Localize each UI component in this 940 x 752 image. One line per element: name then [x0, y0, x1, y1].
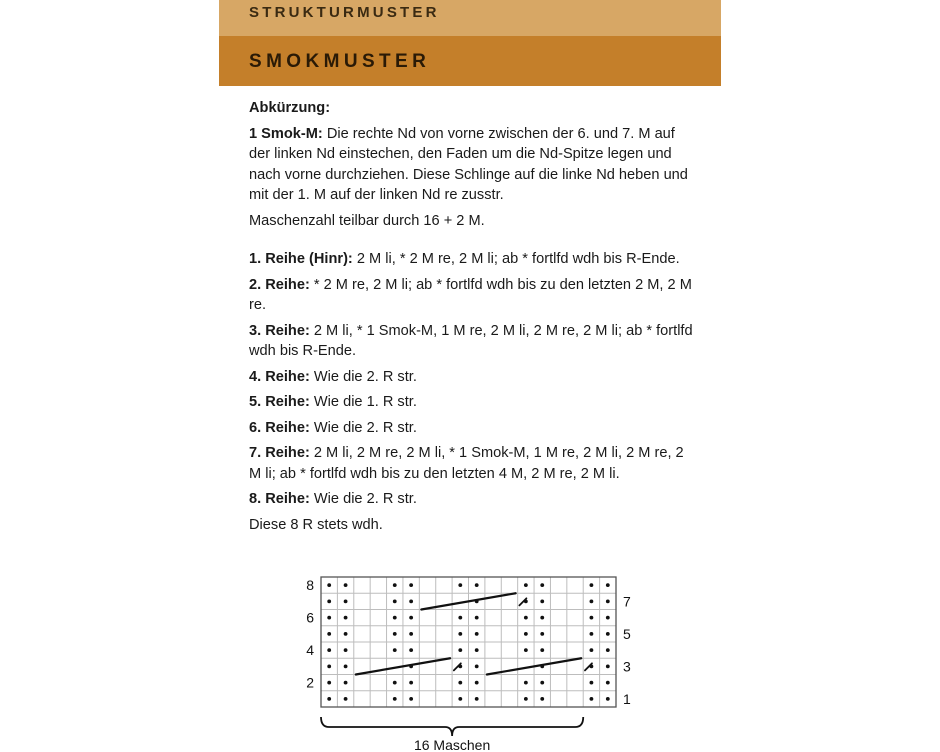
- row-text: Wie die 2. R str.: [313, 368, 417, 385]
- row-text: 2 M li, 2 M re, 2 M li, * 1 Smok-M, 1 M re, 2 M li, 2 M re, 2 M li; ab * fortlfd wdh bis zu den letzten 4 M, 2 M re, 2 M li.: [249, 445, 684, 482]
- purl-dot: [540, 648, 544, 652]
- purl-dot: [344, 616, 348, 620]
- purl-dot: [540, 583, 544, 587]
- purl-dot: [590, 648, 594, 652]
- repeat-label: 16 Maschen: [413, 737, 491, 752]
- purl-dot: [475, 632, 479, 636]
- chart-grid: [321, 577, 616, 707]
- purl-dot: [524, 681, 528, 685]
- row-label: 2. Reihe:: [249, 276, 310, 293]
- purl-dot: [393, 681, 397, 685]
- purl-dot: [344, 664, 348, 668]
- repeat-bracket: [321, 717, 583, 736]
- purl-dot: [475, 664, 479, 668]
- purl-dot: [606, 583, 610, 587]
- purl-dot: [475, 697, 479, 701]
- purl-dot: [590, 632, 594, 636]
- purl-dot: [409, 583, 413, 587]
- row-number-left: 2: [306, 674, 314, 691]
- purl-dot: [475, 583, 479, 587]
- purl-dot: [344, 583, 348, 587]
- purl-dot: [327, 583, 331, 587]
- row-text: 2 M li, * 2 M re, 2 M li; ab * fortlfd wdh bis R-Ende.: [356, 251, 680, 267]
- row-number-left: 8: [306, 577, 314, 594]
- purl-dot: [409, 681, 413, 685]
- row-number-right: 1: [623, 690, 631, 707]
- purl-dot: [524, 616, 528, 620]
- purl-dot: [606, 697, 610, 701]
- purl-dot: [540, 616, 544, 620]
- row-label: 6. Reihe:: [249, 419, 310, 436]
- purl-dot: [606, 681, 610, 685]
- purl-dot: [524, 697, 528, 701]
- purl-dot: [344, 648, 348, 652]
- pattern-title: SMOKMUSTER: [249, 51, 431, 72]
- purl-dot: [540, 697, 544, 701]
- purl-dot: [393, 599, 397, 603]
- purl-dot: [344, 681, 348, 685]
- purl-dot: [458, 681, 462, 685]
- purl-dot: [458, 616, 462, 620]
- purl-dot: [409, 632, 413, 636]
- purl-dot: [409, 648, 413, 652]
- purl-dot: [393, 697, 397, 701]
- purl-dot: [540, 681, 544, 685]
- purl-dot: [524, 583, 528, 587]
- purl-dot: [475, 681, 479, 685]
- purl-dot: [458, 632, 462, 636]
- purl-dot: [540, 599, 544, 603]
- purl-dot: [458, 697, 462, 701]
- repeat-note: Diese 8 R stets wdh.: [249, 516, 383, 533]
- row-text: Wie die 1. R str.: [313, 394, 417, 410]
- purl-dot: [475, 616, 479, 620]
- purl-dot: [590, 583, 594, 587]
- abbreviation-text: Die rechte Nd von vorne zwischen der 6. und 7. M auf der linken Nd einstechen, den Faden um die Nd-Spitze legen und nach vorne durchziehen. Diese Schlinge auf die linke Nd heben und mit der 1. M auf der linken Nd re zusstr.: [249, 125, 688, 203]
- row-number-right: 3: [623, 658, 631, 675]
- purl-dot: [327, 681, 331, 685]
- row-label: 7. Reihe:: [249, 445, 310, 461]
- purl-dot: [540, 632, 544, 636]
- purl-dot: [393, 583, 397, 587]
- row-number-right: 5: [623, 625, 631, 642]
- purl-dot: [344, 632, 348, 636]
- purl-dot: [590, 697, 594, 701]
- section-title: STRUKTURMUSTER: [249, 4, 440, 21]
- abbreviation-term: 1 Smok-M:: [249, 125, 323, 142]
- purl-dot: [606, 664, 610, 668]
- purl-dot: [344, 697, 348, 701]
- stitch-count: Maschenzahl teilbar durch 16 + 2 M.: [249, 212, 485, 229]
- purl-dot: [606, 616, 610, 620]
- purl-dot: [409, 599, 413, 603]
- purl-dot: [344, 599, 348, 603]
- row-text: 2 M li, * 1 Smok-M, 1 M re, 2 M li, 2 M re, 2 M li; ab * fortlfd wdh bis R-Ende.: [249, 322, 693, 359]
- purl-dot: [458, 648, 462, 652]
- purl-dot: [606, 599, 610, 603]
- row-text: Wie die 2. R str.: [313, 491, 417, 507]
- purl-dot: [409, 697, 413, 701]
- purl-dot: [393, 632, 397, 636]
- purl-dot: [327, 616, 331, 620]
- purl-dot: [590, 681, 594, 685]
- purl-dot: [409, 616, 413, 620]
- row-label: 1. Reihe (Hinr):: [249, 251, 353, 267]
- purl-dot: [327, 664, 331, 668]
- purl-dot: [393, 616, 397, 620]
- row-label: 3. Reihe:: [249, 322, 310, 339]
- purl-dot: [458, 583, 462, 587]
- abbreviation-heading: Abkürzung:: [249, 100, 331, 116]
- purl-dot: [327, 697, 331, 701]
- purl-dot: [606, 648, 610, 652]
- row-label: 8. Reihe:: [249, 491, 310, 507]
- row-label: 5. Reihe:: [249, 394, 310, 410]
- purl-dot: [475, 648, 479, 652]
- purl-dot: [590, 616, 594, 620]
- row-number-left: 6: [306, 609, 314, 626]
- purl-dot: [327, 632, 331, 636]
- purl-dot: [524, 632, 528, 636]
- row-label: 4. Reihe:: [249, 368, 310, 385]
- purl-dot: [606, 632, 610, 636]
- purl-dot: [393, 648, 397, 652]
- row-text: Wie die 2. R str.: [313, 419, 417, 436]
- row-number-right: 7: [623, 593, 631, 610]
- purl-dot: [327, 599, 331, 603]
- purl-dot: [327, 648, 331, 652]
- row-number-left: 4: [306, 642, 314, 659]
- purl-dot: [524, 648, 528, 652]
- purl-dot: [590, 599, 594, 603]
- row-text: * 2 M re, 2 M li; ab * fortlfd wdh bis zu den letzten 2 M, 2 M re.: [249, 276, 692, 313]
